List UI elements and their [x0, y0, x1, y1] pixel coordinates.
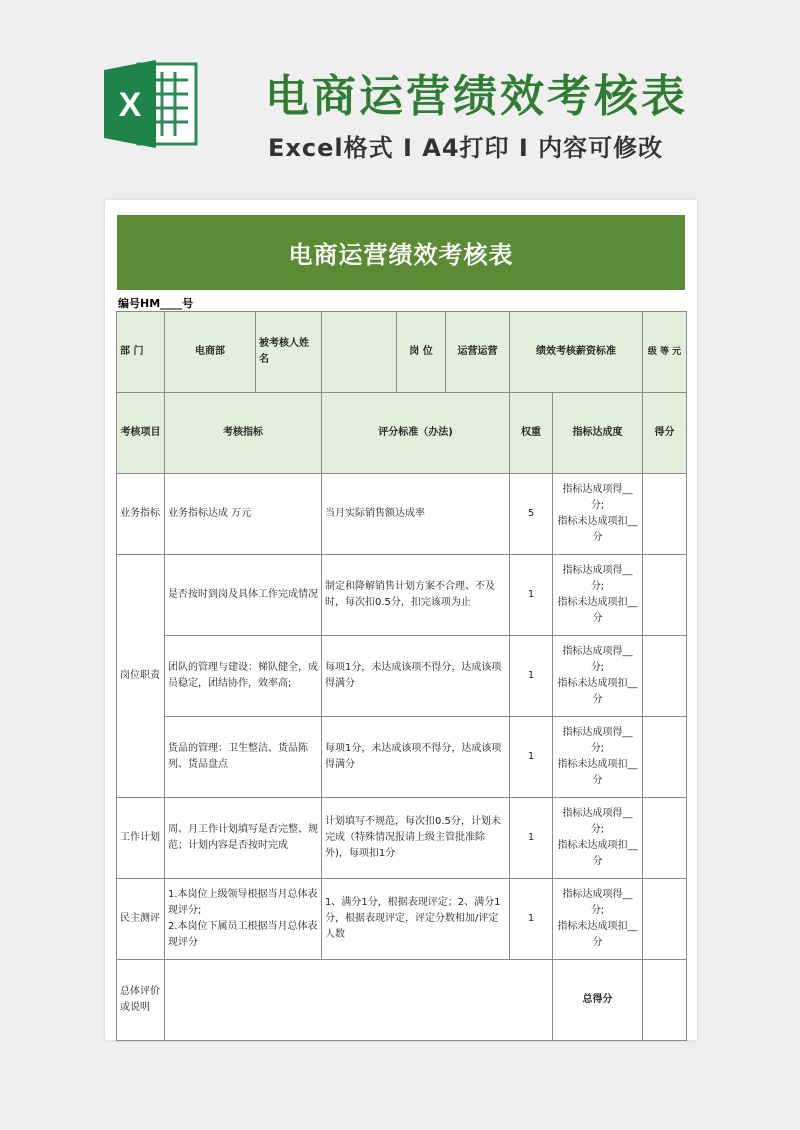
evaluation-table	[116, 311, 687, 1041]
row-item: 岗位职责	[117, 555, 165, 798]
dept-field[interactable]	[165, 312, 322, 393]
row-item: 民主测评	[117, 879, 165, 960]
row-score[interactable]	[643, 717, 687, 798]
row-weight: 1	[510, 555, 553, 636]
row-achievement: 指标达成项得__分; 指标未达成项扣__分	[553, 717, 643, 798]
banner-title: 电商运营绩效考核表	[288, 241, 514, 269]
dept-label: 部 门	[117, 312, 165, 393]
row-standard: 每项1分，未达成该项不得分，达成该项得满分	[322, 717, 510, 798]
row-weight: 1	[510, 879, 553, 960]
row-weight: 1	[510, 717, 553, 798]
page-title: 电商运营绩效考核表	[265, 71, 688, 122]
row-indicator: 货品的管理：卫生整洁、货品陈列、货品盘点	[165, 717, 322, 798]
col-header-item: 考核项目	[117, 393, 165, 474]
row-standard: 当月实际销售额达成率	[322, 474, 510, 555]
page-subtitle: Excel格式 I A4打印 I 内容可修改	[268, 134, 664, 162]
row-achievement: 指标达成项得__分; 指标未达成项扣__分	[553, 555, 643, 636]
header	[0, 0, 800, 200]
row-score[interactable]	[643, 798, 687, 879]
row-indicator: 团队的管理与建设：梯队健全，成员稳定，团结协作，效率高;	[165, 636, 322, 717]
salary-value[interactable]: 级 等 元	[643, 312, 687, 393]
row-score[interactable]	[643, 474, 687, 555]
salary-label: 绩效考核薪资标准	[510, 312, 643, 393]
row-standard: 制定和降解销售计划方案不合理、不及时，每次扣0.5分，扣完该项为止	[322, 555, 510, 636]
row-item: 工作计划	[117, 798, 165, 879]
serial-number: 编号HM____号	[118, 297, 194, 310]
row-score[interactable]	[643, 879, 687, 960]
row-score[interactable]	[643, 555, 687, 636]
row-achievement: 指标达成项得__分; 指标未达成项扣__分	[553, 879, 643, 960]
table-row	[117, 798, 687, 879]
row-achievement: 指标达成项得__分; 指标未达成项扣__分	[553, 636, 643, 717]
row-indicator: 业务指标达成 万元	[165, 474, 322, 555]
col-header-achievement: 指标达成度	[553, 393, 643, 474]
table-row	[117, 474, 687, 555]
table-row	[117, 717, 687, 798]
row-weight: 1	[510, 798, 553, 879]
row-score[interactable]	[643, 636, 687, 717]
row-weight: 5	[510, 474, 553, 555]
table-row	[117, 555, 687, 636]
row-item: 业务指标	[117, 474, 165, 555]
row-standard: 每项1分，未达成该项不得分，达成该项得满分	[322, 636, 510, 717]
row-achievement: 指标达成项得__分; 指标未达成项扣__分	[553, 474, 643, 555]
post-label: 岗 位	[397, 312, 446, 392]
col-header-score: 得分	[643, 393, 687, 474]
total-score-value[interactable]	[643, 960, 687, 1041]
row-indicator: 周、月工作计划填写是否完整、规范；计划内容是否按时完成	[165, 798, 322, 879]
row-indicator: 是否按时到岗及具体工作完成情况	[165, 555, 322, 636]
dept-value[interactable]: 电商部	[165, 312, 256, 392]
person-label: 被考核人姓名	[256, 312, 322, 392]
row-achievement: 指标达成项得__分; 指标未达成项扣__分	[553, 798, 643, 879]
col-header-standard: 评分标准（办法)	[322, 393, 510, 474]
person-post-cell	[322, 312, 510, 393]
info-row	[117, 312, 687, 393]
row-indicator: 1.本岗位上级领导根据当月总体表现评分; 2.本岗位下属员工根据当月总体表现评分	[165, 879, 322, 960]
footer-label: 总体评价或说明	[117, 960, 165, 1041]
column-header-row	[117, 393, 687, 474]
table-row	[117, 636, 687, 717]
total-score-label: 总得分	[553, 960, 643, 1041]
post-value[interactable]: 运营运营	[446, 312, 510, 392]
sheet-banner	[117, 215, 685, 290]
footer-row	[117, 960, 687, 1041]
excel-icon	[100, 58, 200, 150]
row-standard: 计划填写不规范，每次扣0.5分，计划未完成（特殊情况报请上级主管批准除外)，每项扣1分	[322, 798, 510, 879]
col-header-weight: 权重	[510, 393, 553, 474]
logo-letter: X	[118, 86, 142, 124]
col-header-indicator: 考核指标	[165, 393, 322, 474]
row-standard: 1、满分1分，根据表现评定；2、满分1分，根据表现评定，评定分数相加/评定人数	[322, 879, 510, 960]
person-value[interactable]	[322, 312, 397, 392]
footer-comment[interactable]	[165, 960, 553, 1041]
table-row	[117, 879, 687, 960]
row-weight: 1	[510, 636, 553, 717]
